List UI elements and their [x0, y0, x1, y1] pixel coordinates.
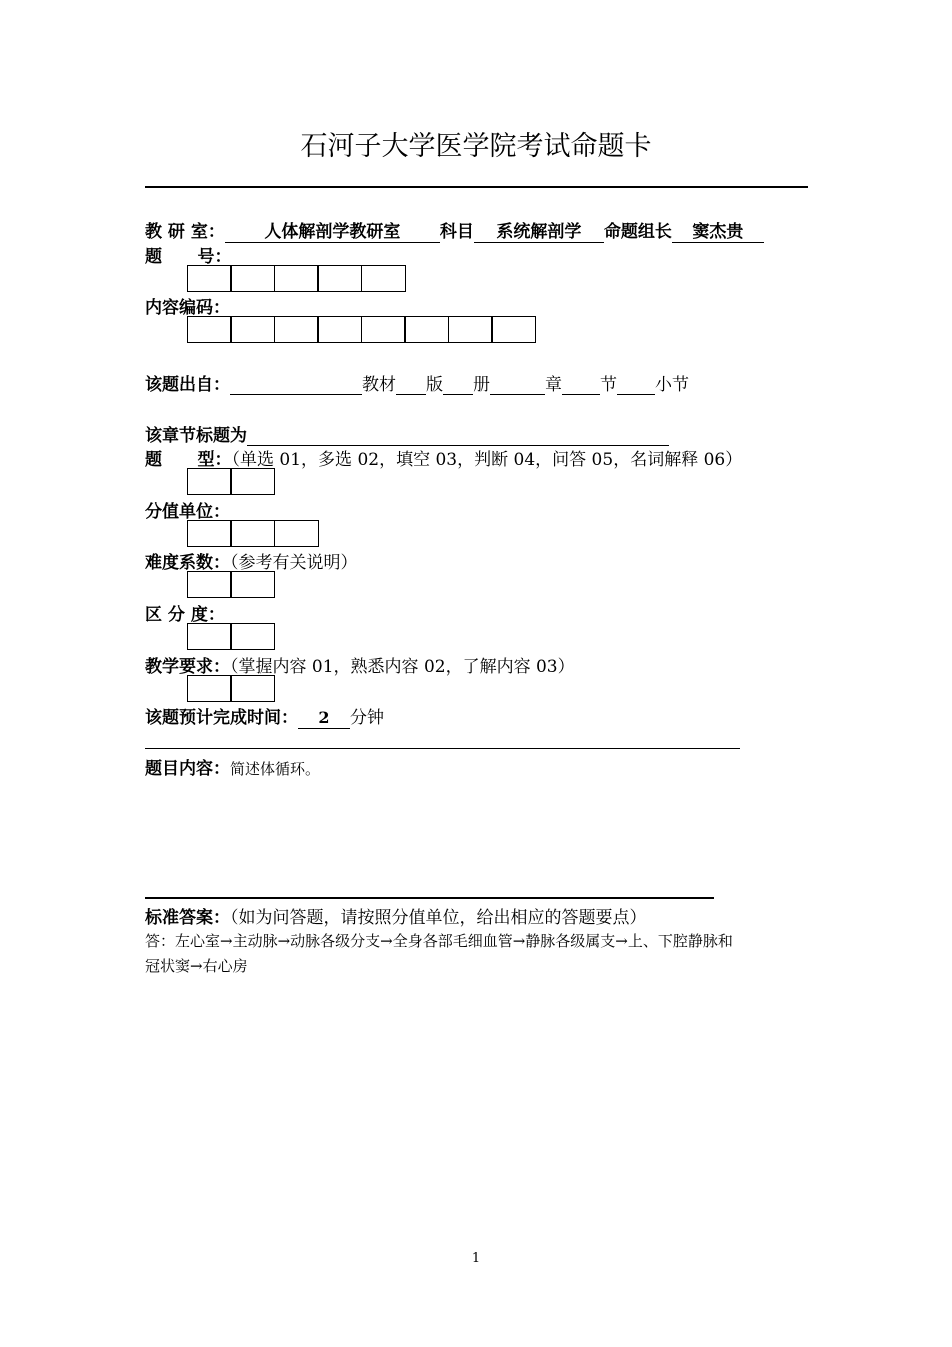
source-label: 该题出自： — [145, 375, 230, 395]
difficulty-row — [145, 548, 358, 573]
digit-box[interactable] — [274, 316, 319, 343]
digit-box[interactable] — [230, 265, 275, 292]
digit-box[interactable] — [361, 316, 406, 343]
dept-label: 教 研 室： — [145, 222, 225, 242]
digit-box[interactable] — [230, 571, 275, 598]
digit-box[interactable] — [317, 265, 362, 292]
question-type-note: （单选 01，多选 02，填空 03，判断 04，问答 05，名词解释 06） — [231, 450, 743, 470]
subsection-blank[interactable] — [617, 376, 655, 395]
section-blank[interactable] — [562, 376, 600, 395]
answer-line-2: 冠状窦→右心房 — [145, 957, 248, 975]
subject-value: 系统解剖学 — [474, 222, 604, 243]
source-chapter-label: 章 — [545, 375, 562, 395]
question-content-text: 简述体循环。 — [230, 760, 321, 778]
source-blank[interactable] — [230, 376, 362, 395]
teaching-requirement-row — [145, 652, 575, 677]
score-unit-boxes[interactable] — [188, 520, 319, 547]
digit-box[interactable] — [187, 571, 232, 598]
time-value: 2 — [298, 708, 350, 729]
question-number-label: 题 号： — [145, 247, 232, 267]
digit-box[interactable] — [230, 316, 275, 343]
source-row — [145, 370, 689, 395]
teaching-requirement-label: 教学要求： — [145, 657, 230, 677]
question-type-boxes[interactable] — [188, 468, 275, 495]
chapter-title-label: 该章节标题为 — [145, 426, 247, 446]
chapter-title-row — [145, 421, 669, 446]
difficulty-label: 难度系数： — [145, 553, 230, 573]
leader-label: 命题组长 — [603, 222, 672, 242]
question-number-boxes[interactable] — [188, 265, 406, 292]
question-content-row — [145, 754, 320, 779]
digit-box[interactable] — [274, 265, 319, 292]
question-type-label: 题 型： — [145, 450, 232, 470]
source-textbook-label: 教材 — [362, 375, 396, 395]
time-row — [145, 703, 384, 729]
digit-box[interactable] — [361, 265, 406, 292]
source-edition-label: 版 — [426, 375, 443, 395]
time-unit: 分钟 — [350, 708, 384, 728]
teaching-requirement-note: （掌握内容 01，熟悉内容 02，了解内容 03） — [230, 657, 575, 677]
chapter-title-blank[interactable] — [247, 427, 669, 446]
digit-box[interactable] — [404, 316, 449, 343]
discrimination-label: 区 分 度： — [145, 605, 225, 625]
digit-box[interactable] — [274, 520, 319, 547]
answer-divider — [145, 897, 714, 899]
content-code-label: 内容编码： — [145, 298, 230, 318]
digit-box[interactable] — [187, 675, 232, 702]
teaching-requirement-boxes[interactable] — [188, 675, 275, 702]
edition-blank[interactable] — [396, 376, 426, 395]
difficulty-note: （参考有关说明） — [230, 553, 358, 573]
answer-line-1: 答：左心室→主动脉→动脉各级分支→全身各部毛细血管→静脉各级属支→上、下腔静脉和 — [145, 932, 733, 950]
chapter-blank[interactable] — [490, 376, 545, 395]
question-divider — [145, 748, 740, 749]
content-code-boxes[interactable] — [188, 316, 536, 343]
digit-box[interactable] — [317, 316, 362, 343]
difficulty-boxes[interactable] — [188, 571, 275, 598]
discrimination-boxes[interactable] — [188, 623, 275, 650]
dept-value: 人体解剖学教研室 — [225, 222, 440, 243]
source-volume-label: 册 — [473, 375, 490, 395]
digit-box[interactable] — [491, 316, 536, 343]
digit-box[interactable] — [187, 468, 232, 495]
question-content-label: 题目内容： — [145, 759, 230, 779]
digit-box[interactable] — [187, 316, 232, 343]
answer-header-row — [145, 903, 647, 928]
header-row — [145, 217, 764, 243]
answer-label: 标准答案： — [145, 908, 230, 928]
digit-box[interactable] — [230, 623, 275, 650]
source-subsection-label: 小节 — [655, 375, 689, 395]
digit-box[interactable] — [187, 520, 232, 547]
subject-label: 科目 — [439, 222, 474, 242]
answer-note: （如为问答题，请按照分值单位，给出相应的答题要点） — [230, 908, 647, 928]
source-section-label: 节 — [600, 375, 617, 395]
question-type-row — [145, 445, 742, 470]
digit-box[interactable] — [448, 316, 493, 343]
leader-value: 窦杰贵 — [672, 222, 764, 243]
page-number: 1 — [471, 1251, 481, 1266]
page-title: 石河子大学医学院考试命题卡 — [300, 131, 652, 162]
time-label: 该题预计完成时间： — [145, 708, 298, 728]
digit-box[interactable] — [230, 520, 275, 547]
digit-box[interactable] — [230, 675, 275, 702]
score-unit-label: 分值单位： — [145, 502, 230, 522]
digit-box[interactable] — [230, 468, 275, 495]
volume-blank[interactable] — [443, 376, 473, 395]
digit-box[interactable] — [187, 265, 232, 292]
digit-box[interactable] — [187, 623, 232, 650]
title-divider — [145, 186, 808, 188]
